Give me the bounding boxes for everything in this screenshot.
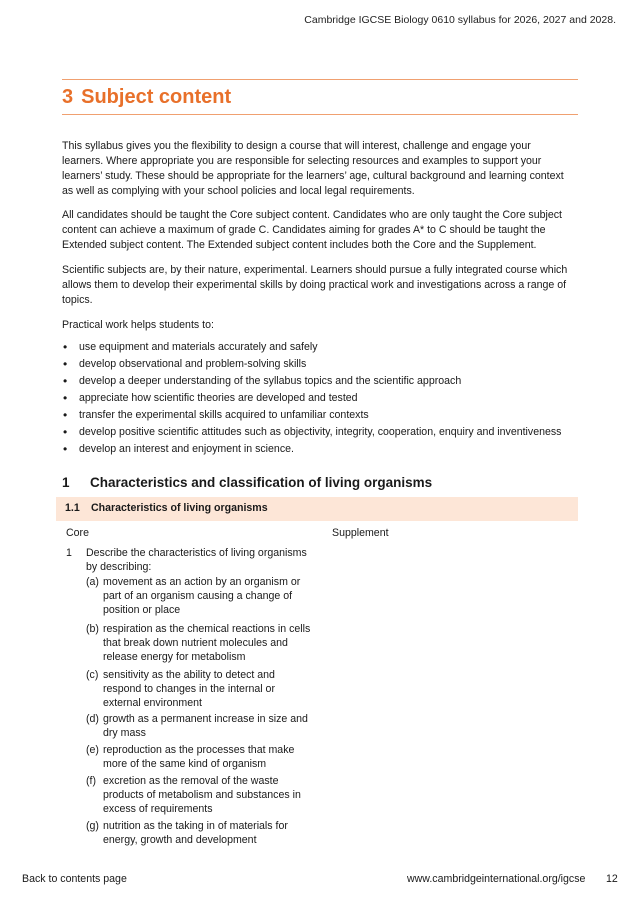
core-item-text: Describe the characteristics of living organisms by describing: — [86, 547, 307, 573]
topic-number: 1 — [62, 475, 70, 490]
subitem-text: excretion as the removal of the waste products of metabolism and substances in excess of requirements — [103, 775, 301, 815]
list-item: • appreciate how scientific theories are developed and tested — [62, 390, 582, 407]
title-rule-bottom — [62, 114, 578, 115]
subitem-label: (c) — [86, 669, 99, 681]
list-item: • use equipment and materials accurately and safely — [62, 339, 582, 356]
subitem-label: (a) — [86, 576, 99, 588]
back-to-contents-link[interactable]: Back to contents page — [22, 873, 127, 885]
core-item-number: 1 — [66, 547, 72, 559]
list-item: • develop positive scientific attitudes such as objectivity, integrity, cooperation, enquiry and inventiveness — [62, 424, 582, 441]
topic-heading — [62, 475, 432, 490]
section-title-text: Subject content — [81, 86, 232, 108]
core-column-header: Core — [66, 527, 89, 539]
practical-work-intro: Practical work helps students to: — [62, 319, 214, 331]
website-link[interactable]: www.cambridgeinternational.org/igcse — [407, 873, 586, 885]
subitem-label: (b) — [86, 623, 99, 635]
core-paragraph: All candidates should be taught the Core subject content. Candidates who are only taught the Core subject content can achieve a maximum of grade C. Candidates aiming for grades A* to C should be taught the Extended subject content. The Extended subject content includes both the Core and the Supplement. — [62, 209, 562, 251]
practical-work-list — [62, 339, 582, 458]
section-number: 3 — [62, 86, 74, 108]
subtopic-band — [56, 497, 578, 521]
page-number: 12 — [606, 873, 618, 885]
list-item: • transfer the experimental skills acquired to unfamiliar contexts — [62, 407, 582, 424]
title-rule-top — [62, 79, 578, 80]
document-header: Cambridge IGCSE Biology 0610 syllabus for 2026, 2027 and 2028. — [304, 14, 616, 26]
subitem-label: (d) — [86, 713, 99, 725]
subtopic-title: Characteristics of living organisms — [91, 502, 268, 514]
subitem-text: reproduction as the processes that make more of the same kind of organism — [103, 744, 295, 770]
subitem-label: (g) — [86, 820, 99, 832]
subitem-text: sensitivity as the ability to detect and respond to changes in the internal or external environment — [103, 669, 275, 709]
subtopic-heading — [65, 502, 268, 514]
supplement-column-header: Supplement — [332, 527, 389, 539]
list-item: • develop an interest and enjoyment in science. — [62, 441, 582, 458]
list-item: • develop a deeper understanding of the syllabus topics and the scientific approach — [62, 373, 582, 390]
section-title — [62, 86, 231, 109]
experimental-paragraph: Scientific subjects are, by their nature, experimental. Learners should pursue a fully integrated course which allows them to develop their experimental skills by doing practical work and investigations across a range of topics. — [62, 264, 568, 306]
list-item: • develop observational and problem-solving skills — [62, 356, 582, 373]
subitem-label: (e) — [86, 744, 99, 756]
subtopic-number: 1.1 — [65, 502, 80, 514]
subitem-text: nutrition as the taking in of materials for energy, growth and development — [103, 820, 288, 846]
intro-paragraph: This syllabus gives you the flexibility to design a course that will interest, challenge and engage your learners. Where appropriate you are responsible for selecting resources and examples to support your learners’ study. These should be appropriate for the learners’ age, cultural background and learning context as well as complying with your school policies and local legal requirements. — [62, 140, 564, 197]
topic-title: Characteristics and classification of living organisms — [90, 475, 433, 490]
subitem-text: respiration as the chemical reactions in cells that break down nutrient molecules and release energy for metabolism — [103, 623, 311, 663]
subitem-text: movement as an action by an organism or part of an organism causing a change of position or place — [103, 576, 301, 616]
subitem-text: growth as a permanent increase in size and dry mass — [103, 713, 308, 739]
subitem-label: (f) — [86, 775, 96, 787]
